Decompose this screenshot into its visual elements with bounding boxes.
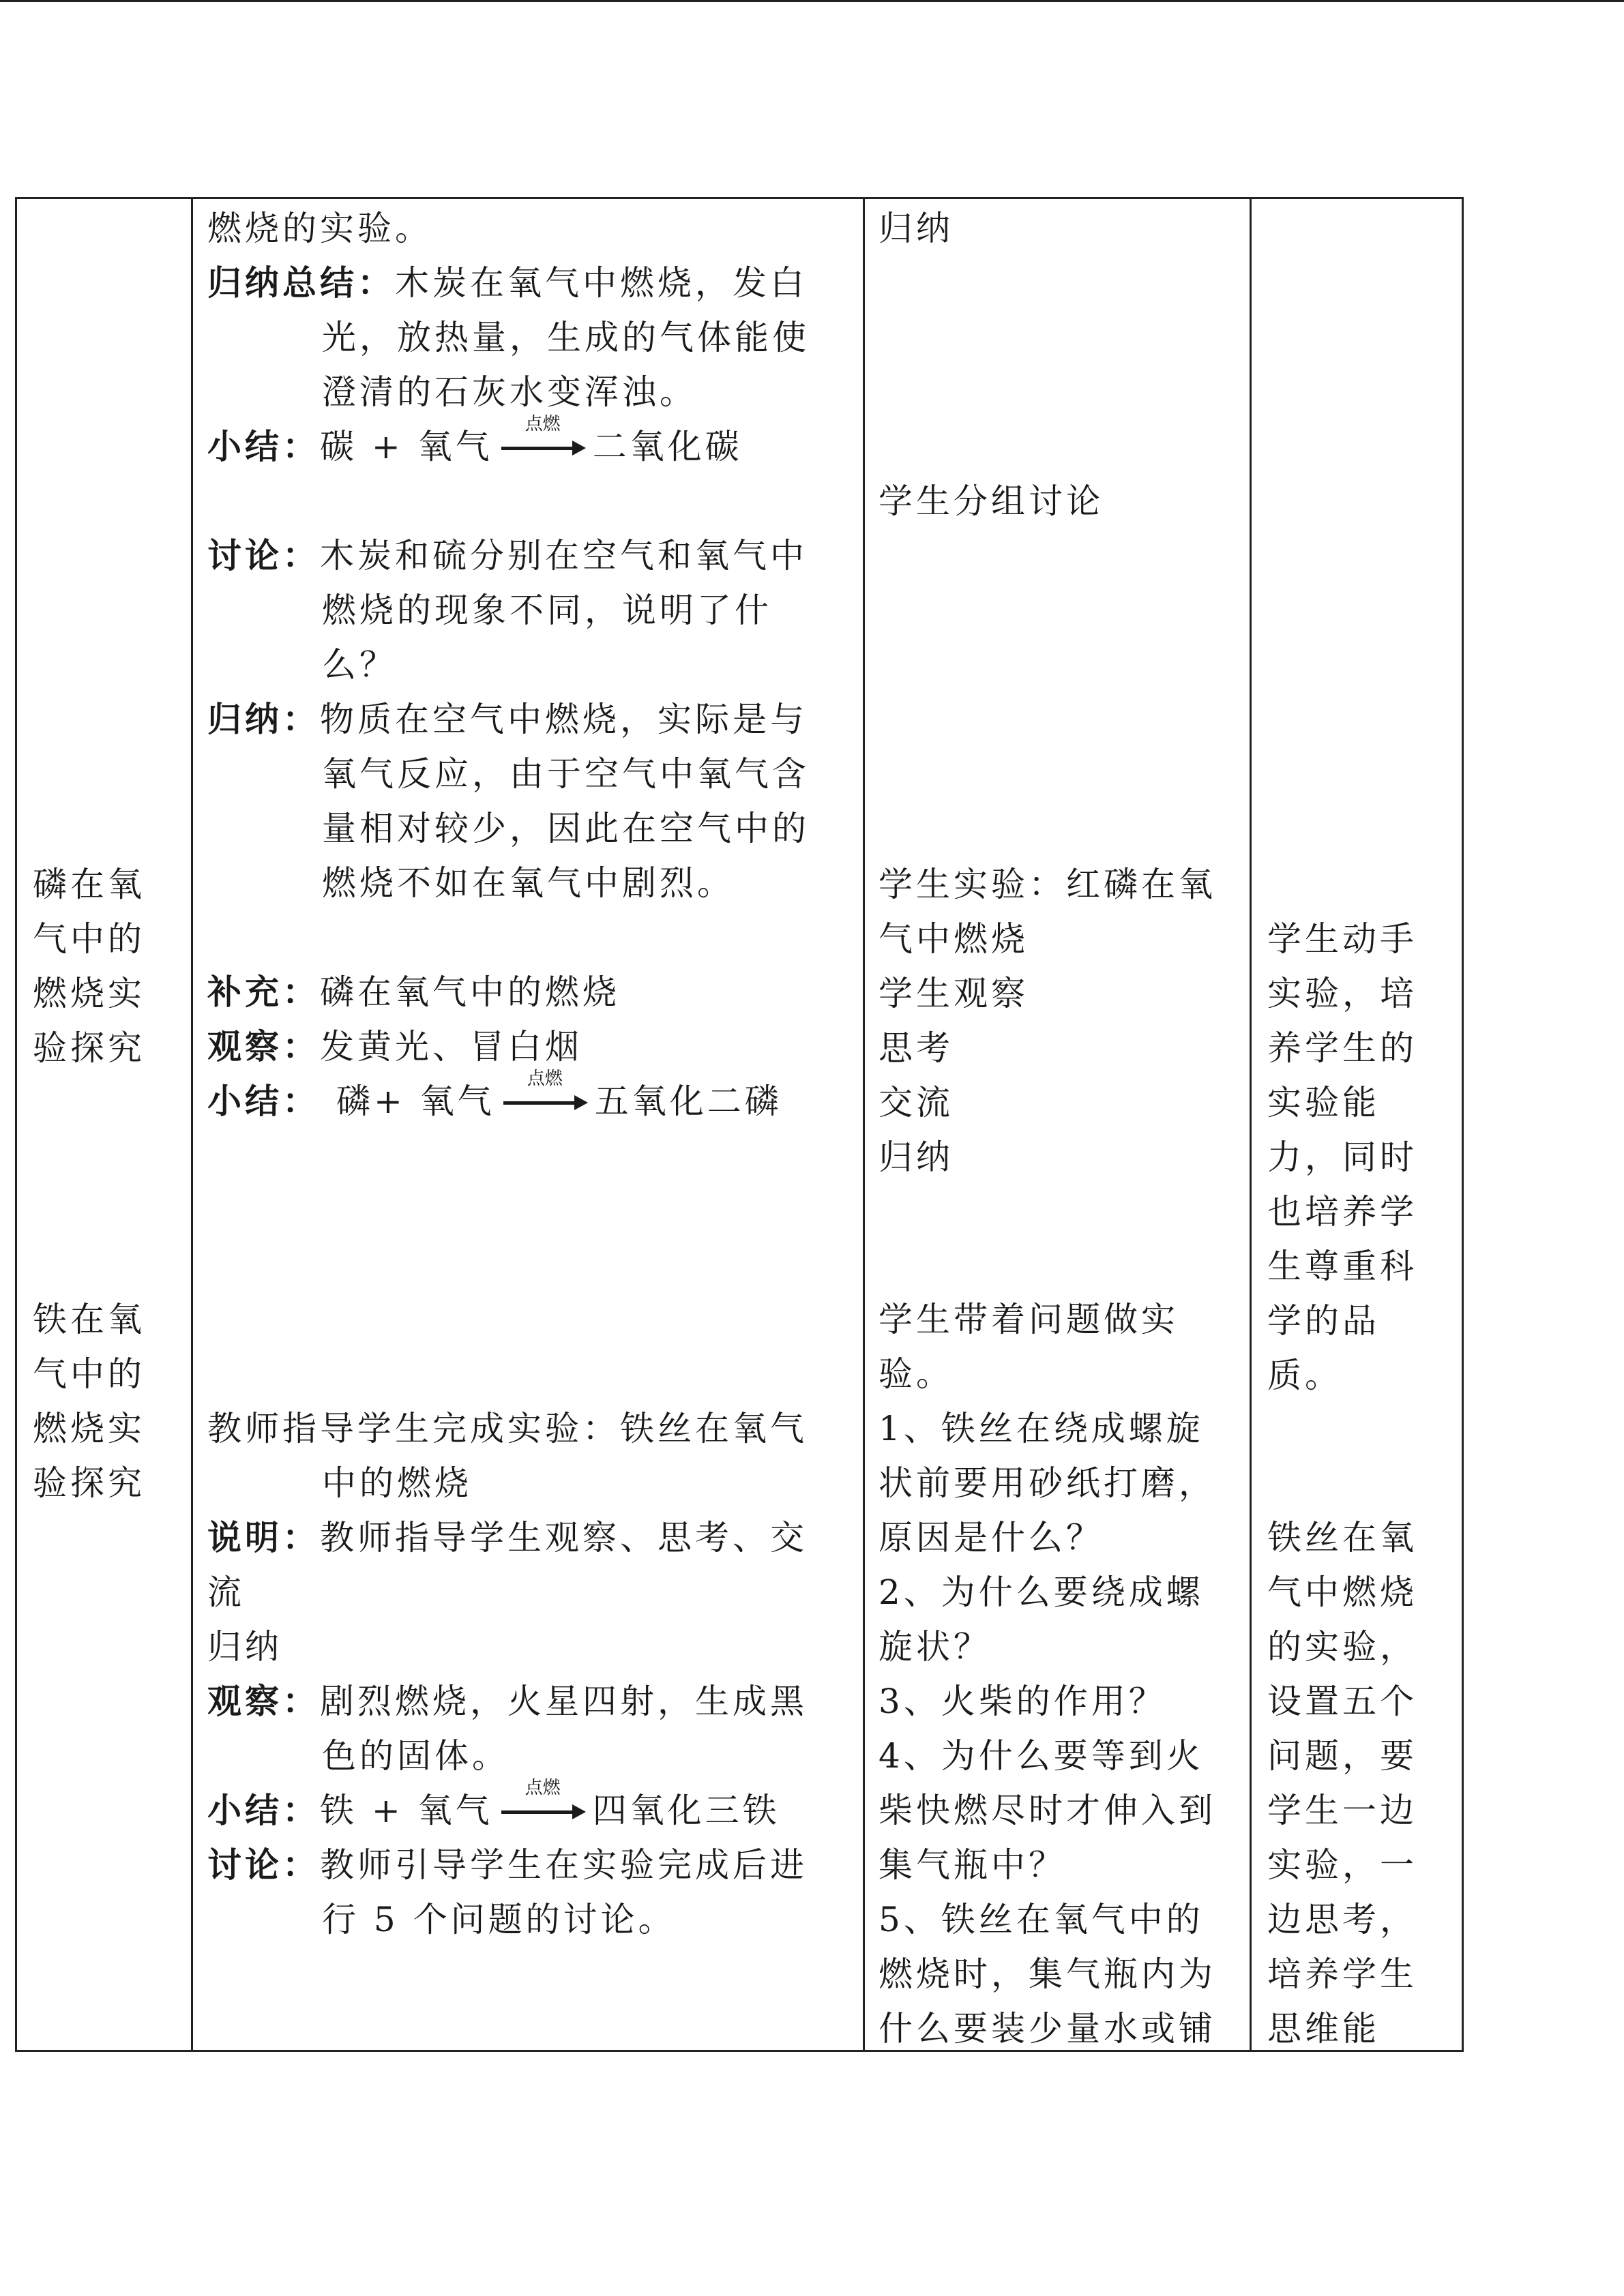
intent-1-line-6: 也培养学 [1267,1192,1417,1232]
observe-line-2-1: 剧烈燃烧，火星四射，生成黑 [320,1682,808,1721]
explain-line-3: 归纳 [207,1627,282,1667]
intent-1-line-2: 实验，培 [1267,974,1417,1013]
summary-line-3: 澄清的石灰水变浑浊。 [322,372,697,412]
induce-block [207,692,808,747]
intent-1-line-1: 学生动手 [1267,919,1417,959]
intent-2-line-9: 培养学生 [1267,1954,1417,1994]
intent-1-line-8: 学的品 [1267,1301,1380,1341]
column-divider-2 [863,199,865,2050]
explain-label: 说明： [207,1517,320,1557]
phosphorus-condition: 点燃 [527,1069,563,1089]
section-phosphorus-line-3: 燃烧实 [33,974,145,1013]
observe-label-1: 观察： [207,1026,320,1067]
discuss-2-line-2: 行 5 个问题的讨论。 [322,1900,676,1939]
section-phosphorus-line-1: 磷在氧 [33,865,145,904]
summary-line-1: 木炭在氧气中燃烧，发白 [395,263,808,303]
intent-2-line-6: 学生一边 [1267,1791,1417,1830]
phosphorus-reactants: 磷+ 氧气 [336,1082,495,1121]
question-4-line-1: 4、为什么要等到火 [879,1736,1204,1776]
induce-line-2: 氧气反应，由于空气中氧气含 [322,754,810,794]
intent-1-line-5: 力，同时 [1267,1137,1417,1177]
intent-1-line-3: 养学生的 [1267,1028,1417,1068]
student-group-discuss: 学生分组讨论 [879,481,1104,521]
teacher-guide-line-2: 中的燃烧 [322,1463,472,1503]
induce-line-1: 物质在空气中燃烧，实际是与 [320,700,808,739]
student-observe: 学生观察 [879,974,1029,1013]
explain-line-2: 流 [207,1572,245,1612]
carbon-condition: 点燃 [525,414,561,434]
intent-1-line-9: 质。 [1267,1356,1342,1395]
supplement-label: 补充： [207,972,320,1012]
question-1-line-1: 1、铁丝在绕成螺旋 [879,1409,1204,1448]
student-experiment-line-1: 学生实验：红磷在氧 [879,865,1216,904]
observe-text-1: 发黄光、冒白烟 [320,1027,582,1067]
discuss-block [207,528,808,583]
question-intro-line-1: 学生带着问题做实 [879,1300,1179,1339]
question-4-line-3: 集气瓶中？ [879,1845,1066,1885]
explain-line-1: 教师指导学生观察、思考、交 [320,1518,808,1557]
question-intro-line-2: 验。 [879,1354,954,1394]
carbon-equation [207,414,743,474]
section-iron-line-2: 气中的 [33,1354,145,1394]
question-5-line-1: 5、铁丝在氧气中的 [879,1900,1204,1939]
intent-2-line-10: 思维能 [1267,2009,1380,2048]
carbon-reactants: 碳 + 氧气 [320,427,493,466]
observe-label-2: 观察： [207,1681,320,1721]
section-iron-line-4: 验探究 [33,1463,145,1503]
discuss-line-2: 燃烧的现象不同，说明了什 [322,591,772,630]
phosphorus-summary-label: 小结： [207,1081,320,1121]
student-think: 思考 [879,1028,954,1068]
iron-reactants: 铁 + 氧气 [320,1791,493,1830]
induce-line-4: 燃烧不如在氧气中剧烈。 [322,863,735,903]
reaction-arrow-icon [499,414,587,474]
intent-2-line-3: 的实验， [1267,1627,1417,1667]
column-divider-1 [191,199,193,2050]
explain-block [207,1510,808,1565]
supplement-text: 磷在氧气中的燃烧 [320,972,620,1012]
induce-line-3: 量相对较少，因此在空气中的 [322,809,810,848]
teacher-text-line: 燃烧的实验。 [207,209,432,248]
carbon-summary-label: 小结： [207,426,320,466]
question-2-line-1: 2、为什么要绕成螺 [879,1572,1204,1612]
question-4-line-2: 柴快燃尽时才伸入到 [879,1791,1216,1830]
intent-2-line-5: 问题，要 [1267,1736,1417,1776]
intent-2-line-4: 设置五个 [1267,1682,1417,1721]
discuss-block-2 [207,1838,808,1892]
iron-summary-label: 小结： [207,1790,320,1830]
intent-2-line-2: 气中燃烧 [1267,1572,1417,1612]
observe-line-2-2: 色的固体。 [322,1736,510,1776]
intent-1-line-7: 生尊重科 [1267,1247,1417,1286]
reaction-arrow-icon [501,1069,589,1129]
intent-1-line-4: 实验能 [1267,1083,1380,1122]
carbon-product: 二氧化碳 [592,427,743,466]
discuss-line-1: 木炭和硫分别在空气和氧气中 [320,536,808,576]
iron-equation [207,1778,780,1838]
summary-block [207,256,808,310]
iron-product: 四氧化三铁 [592,1791,780,1830]
summary-label: 归纳总结： [207,263,395,303]
student-text-line: 归纳 [879,209,954,248]
student-experiment-line-2: 气中燃烧 [879,919,1029,959]
discuss-label: 讨论： [207,535,320,576]
induce-label: 归纳： [207,699,320,739]
iron-condition: 点燃 [525,1778,561,1798]
column-divider-3 [1250,199,1252,2050]
question-2-line-2: 旋状？ [879,1627,991,1667]
student-induce: 归纳 [879,1137,954,1177]
question-5-line-2: 燃烧时，集气瓶内为 [879,1954,1216,1994]
section-iron-line-3: 燃烧实 [33,1409,145,1448]
section-iron-line-1: 铁在氧 [33,1300,145,1339]
supplement-block [207,965,620,1019]
intent-2-line-1: 铁丝在氧 [1267,1518,1417,1557]
page-top-rule [0,0,1624,2]
question-1-line-2: 状前要用砂纸打磨， [879,1463,1216,1503]
intent-2-line-7: 实验，一 [1267,1845,1417,1885]
discuss-label-2: 讨论： [207,1845,320,1885]
phosphorus-product: 五氧化二磷 [594,1082,782,1121]
discuss-line-3: 么？ [322,645,397,685]
observe-block-1 [207,1019,582,1074]
section-phosphorus-line-4: 验探究 [33,1028,145,1068]
teacher-guide-line-1: 教师指导学生完成实验：铁丝在氧气 [207,1409,808,1448]
student-exchange: 交流 [879,1083,954,1122]
intent-2-line-8: 边思考， [1267,1900,1417,1939]
question-5-line-3: 什么要装少量水或铺 [879,2009,1216,2048]
section-phosphorus-line-2: 气中的 [33,919,145,959]
observe-block-2 [207,1674,808,1729]
reaction-arrow-icon [499,1778,587,1838]
question-1-line-3: 原因是什么？ [879,1518,1104,1557]
question-3-line-1: 3、火柴的作用？ [879,1682,1166,1721]
discuss-2-line-1: 教师引导学生在实验完成后进 [320,1845,808,1885]
phosphorus-equation [207,1069,782,1129]
summary-line-2: 光，放热量，生成的气体能使 [322,318,810,357]
